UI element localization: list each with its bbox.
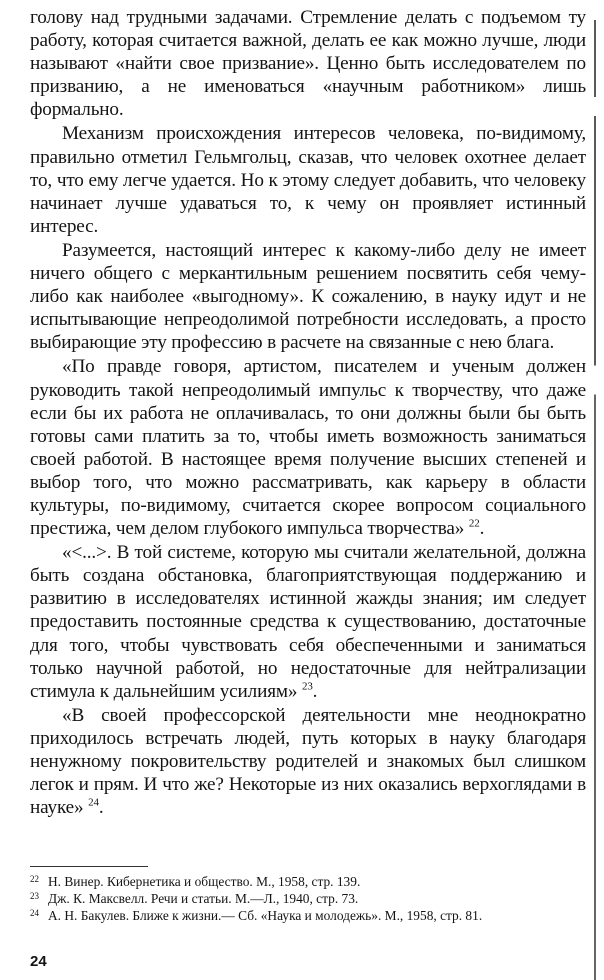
paragraph-4: «По правде говоря, артистом, писателем и ученым должен руководить такой непреодолимый импульс к творчеству, что даже если бы их работа не оплачивалась, то они должны были бы быть готовы сами платить за то, чтобы иметь возможность заниматься своей работой. В настоящее время получение высших степеней и выбор того, что можно рассматривать, как карьеру в области культуры, по-видимому, считается скорее вопросом социального престижа, чем делом глубокого импульса творчества» $^{22}$. (30, 356, 586, 540)
footnote-text: А. Н. Бакулев. Ближе к жизни.— Сб. «Наука и молодежь». М., 1958, стр. 81. (48, 908, 483, 923)
footnote-ref-24[interactable]: 24 (88, 796, 99, 809)
page-number: 24 (30, 953, 47, 970)
scan-edge-line (594, 20, 596, 980)
footnote-divider (30, 866, 148, 867)
main-text (30, 6, 586, 819)
footnote-number: 22 (30, 874, 39, 884)
footnote-ref-22[interactable]: 22 (468, 517, 480, 530)
footnote-22 (30, 873, 590, 890)
paragraph-6-text: «В своей профессорской деятельности мне неоднократно приходилось встречать людей, путь которых в науку благодаря ненужному покровительству родителей и знакомых был слишком легок и прям. И что же? Некоторые из них оказались верхоглядами в науке» (30, 704, 586, 819)
footnote-24 (30, 907, 590, 924)
footnote-number: 24 (30, 908, 39, 918)
footnotes (30, 873, 590, 924)
footnote-ref-23[interactable]: 23 (301, 680, 313, 693)
paragraph-6: «В своей профессорской деятельности мне неоднократно приходилось встречать людей, путь которых в науку благодаря ненужному покровительству родителей и знакомых был слишком легок и прям. И что же? Некоторые из них оказались верхоглядами в науке» $^{24}$. (30, 704, 586, 819)
footnote-text: Н. Винер. Кибернетика и общество. М., 1958, стр. 139. (48, 874, 361, 889)
paragraph-1-text: голову над трудными задачами. Стремление делать с подъемом ту работу, которая считается важной, делать ее как можно лучше, люди называют «найти свое призвание». Ценно быть исследователем по призванию, а не именоваться «научным работником» лишь формально. (30, 7, 586, 121)
footnote-text: Дж. К. Максвелл. Речи и статьи. М.—Л., 1940, стр. 73. (48, 891, 359, 906)
footnote-number: 23 (30, 891, 39, 901)
paragraph-3-text: Разумеется, настоящий интерес к какому-либо делу не имеет ничего общего с меркантильным решением посвятить себя чему-либо как наиболее «выгодному». К сожалению, в науку идут и не испытывающие непреодолимой потребности исследовать, а просто выбирающие эту профессию в расчете на связанные с нею блага. (30, 239, 586, 354)
paragraph-3 (30, 239, 586, 354)
paragraph-2 (30, 122, 586, 237)
paragraph-2-text: Механизм происхождения интересов человека, по-видимому, правильно отметил Гельмгольц, сказав, что человек охотнее делает то, что ему легче удается. Но к этому следует добавить, что человеку начинает лучше удаваться то, к чему он проявляет истинный интерес. (30, 123, 586, 237)
footnote-23 (30, 890, 590, 907)
paragraph-1 (30, 6, 586, 121)
paragraph-5: «<...>. В той системе, которую мы считали желательной, должна быть создана обстановка, благоприятствующая поддержанию и развитию в исследователях истинной жажды знания; им следует предоставить постоянные средства к существованию, достаточные для того, чтобы чувствовать себя обеспеченными и заниматься только научной работой, но недостаточные для нейтрализации стимула к дальнейшим усилиям» $^{23}$. (30, 542, 586, 702)
paragraph-5-text: «<...>. В той системе, которую мы считали желательной, должна быть создана обстановка, благоприятствующая поддержанию и развитию в исследователях истинной жажды знания; им следует предоставить постоянные средства к существованию, достаточные для того, чтобы чувствовать себя обеспеченными и заниматься только научной работой, но недостаточные для нейтрализации стимула к дальнейшим усилиям» (30, 542, 586, 702)
paragraph-4-text: «По правде говоря, артистом, писателем и ученым должен руководить такой непреодолимый импульс к творчеству, что даже если бы их работа не оплачивалась, то они должны были бы быть готовы сами платить за то, чтобы иметь возможность заниматься своей работой. В настоящее время получение высших степеней и выбор того, что можно рассматривать, как карьеру в области культуры, по-видимому, считается скорее вопросом социального престижа, чем делом глубокого импульса творчества» (30, 356, 586, 540)
